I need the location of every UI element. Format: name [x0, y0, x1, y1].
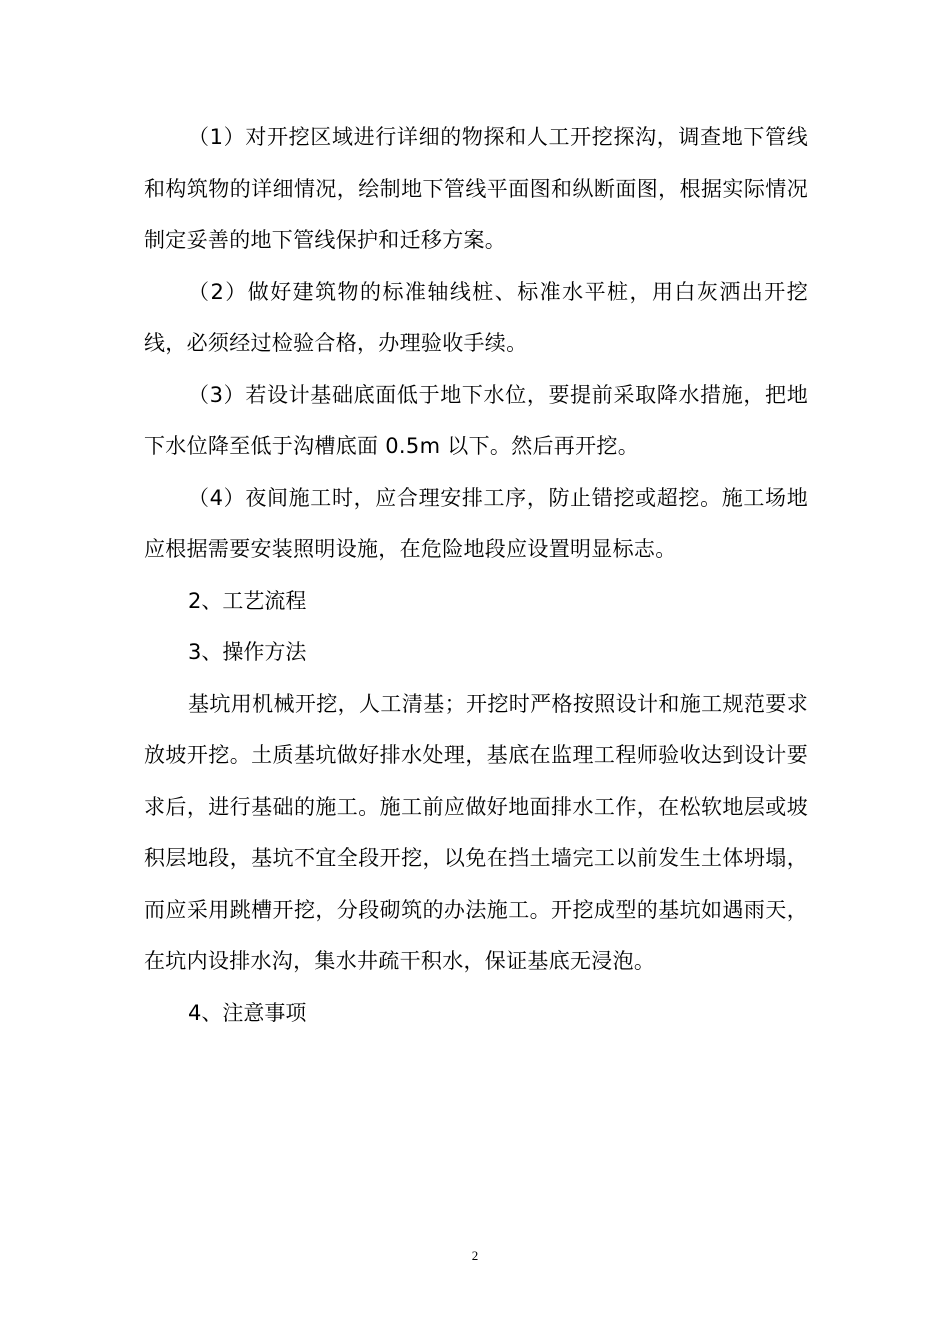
paragraph-item-3: （3）若设计基础底面低于地下水位，要提前采取降水措施，把地下水位降至低于沟槽底面 0.5m 以下。然后再开挖。	[144, 382, 808, 458]
paragraph-item-4: （4）夜间施工时，应合理安排工序，防止错挖或超挖。施工场地应根据需要安装照明设施，在危险地段应设置明显标志。	[144, 485, 808, 561]
section-heading-operation-method: 3、操作方法	[188, 640, 307, 664]
section-heading-process-flow: 2、工艺流程	[188, 588, 307, 613]
document-body	[144, 112, 808, 1039]
paragraph-item-1: （1）对开挖区域进行详细的物探和人工开挖探沟，调查地下管线和构筑物的详细情况，绘制地下管线平面图和纵断面图，根据实际情况制定妥善的地下管线保护和迁移方案。	[144, 125, 808, 252]
page-number: 2	[471, 1248, 479, 1263]
paragraph-item-2: （2）做好建筑物的标准轴线桩、标准水平桩，用白灰洒出开挖线，必须经过检验合格，办理验收手续。	[144, 279, 808, 355]
paragraph-operation-method: 基坑用机械开挖，人工清基；开挖时严格按照设计和施工规范要求放坡开挖。土质基坑做好排水处理，基底在监理工程师验收达到设计要求后，进行基础的施工。施工前应做好地面排水工作，在松软地层或坡积层地段，基坑不宜全段开挖，以免在挡土墙完工以前发生土体坍塌，而应采用跳槽开挖，分段砌筑的办法施工。开挖成型的基坑如遇雨天，在坑内设排水沟，集水井疏干积水，保证基底无浸泡。	[144, 691, 808, 973]
section-heading-precautions: 4、注意事项	[188, 1000, 307, 1025]
